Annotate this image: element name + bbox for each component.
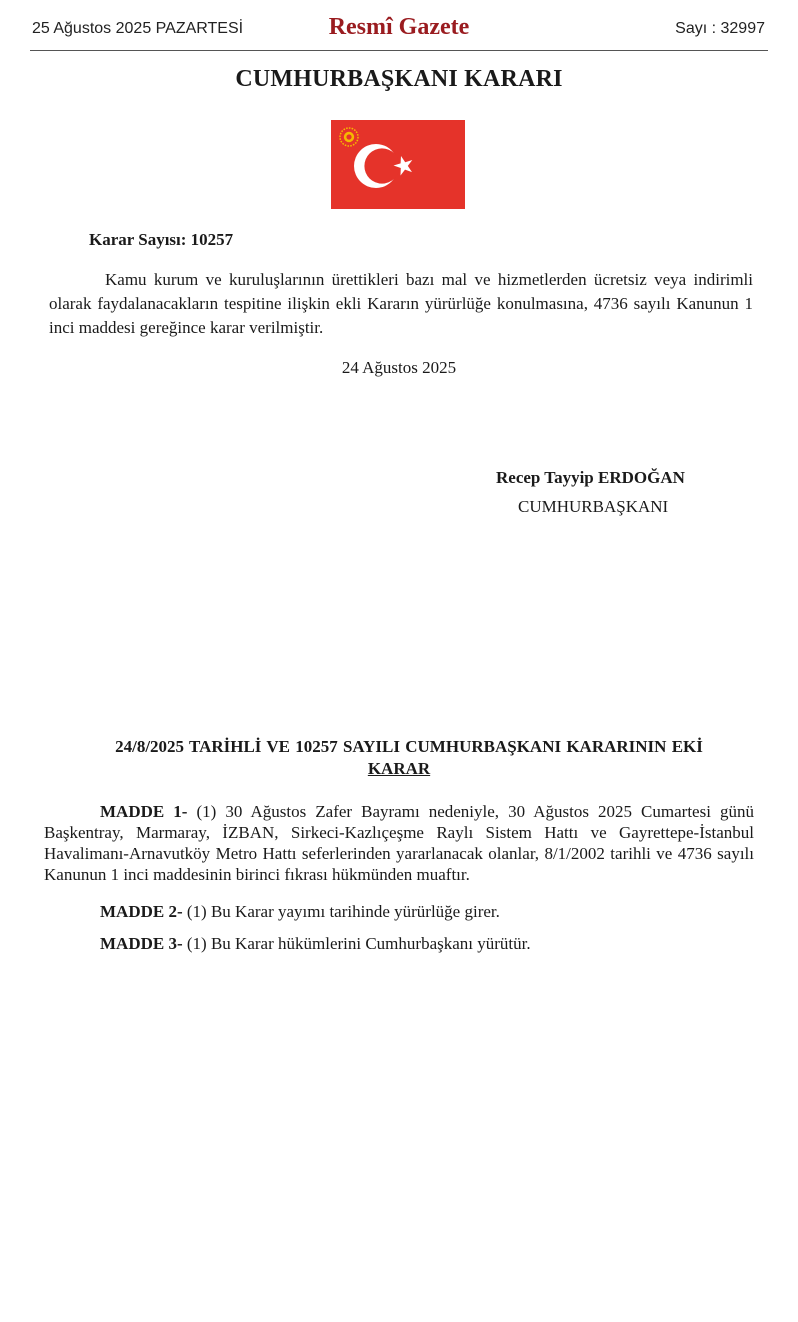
signatory-title: CUMHURBAŞKANI <box>518 497 669 516</box>
annex-title: 24/8/2025 TARİHLİ VE 10257 SAYILI CUMHURBAŞKANI KARARININ EKİ <box>115 737 703 756</box>
signing-date: 24 Ağustos 2025 <box>341 358 457 377</box>
article-3-text: (1) Bu Karar hükümlerini Cumhurbaşkanı yürütür. <box>182 934 531 953</box>
issue-number: Sayı : 32997 <box>675 20 765 37</box>
article-3-label: MADDE 3- <box>100 934 183 953</box>
annex-subtitle: KARAR <box>367 759 431 778</box>
article-3 <box>44 933 754 954</box>
header-date: 25 Ağustos 2025 PAZARTESİ <box>32 20 244 37</box>
article-2-text: (1) Bu Karar yayımı tarihinde yürürlüğe girer. <box>182 902 500 921</box>
document-title: CUMHURBAŞKANI KARARI <box>235 66 563 92</box>
header-divider <box>30 50 768 51</box>
article-2 <box>44 901 754 922</box>
article-2-label: MADDE 2- <box>100 902 183 921</box>
flag-crescent-inner <box>364 148 399 183</box>
turkish-flag-icon <box>331 120 465 209</box>
decision-number: Karar Sayısı: 10257 <box>89 230 234 249</box>
signatory-name: Recep Tayyip ERDOĞAN <box>496 468 685 487</box>
article-1 <box>44 801 754 885</box>
decision-intro-paragraph: Kamu kurum ve kuruluşlarının ürettikleri bazı mal ve hizmetlerden ücretsiz veya indirimli olarak faydalanacakların tespitine ilişkin ekli Kararın yürürlüğe konulmasına, 4736 sayılı Kanunun 1 inci maddesi gereğince karar verilmiştir. <box>49 270 753 337</box>
article-1-label: MADDE 1- <box>100 802 188 821</box>
gazette-name: Resmî Gazete <box>328 14 470 40</box>
article-1-text: (1) 30 Ağustos Zafer Bayramı nedeniyle, 30 Ağustos 2025 Cumartesi günü Başkentray, Marmaray, İZBAN, Sirkeci-Kazlıçeşme Raylı Sistem Hattı ve Gayrettepe-İstanbul Havalimanı-Arnavutköy Metro Hattı seferlerinden yararlanacak olanlar, 8/1/2002 tarihli ve 4736 sayılı Kanunun 1 inci maddesinin birinci fıkrası hükmünden muaftır. <box>44 802 754 884</box>
